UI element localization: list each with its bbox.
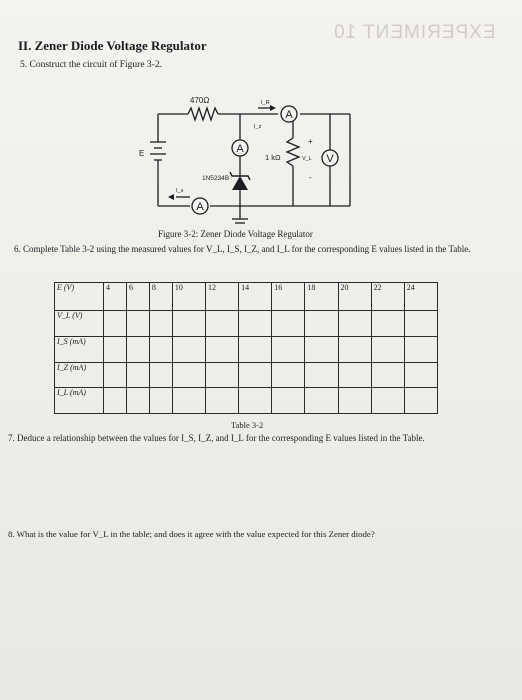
ammeter-bottom-label: A: [196, 201, 204, 213]
empty-cell[interactable]: [371, 311, 404, 337]
empty-cell[interactable]: [305, 388, 338, 414]
e-value-cell: 6: [126, 283, 149, 311]
table-row-vl: [55, 311, 438, 337]
ir-current-label: I_R: [261, 100, 270, 106]
section-title: II. Zener Diode Voltage Regulator: [18, 38, 207, 53]
plus-sign: +: [308, 137, 313, 146]
table-row-is: [55, 337, 438, 363]
empty-cell[interactable]: [305, 337, 338, 363]
table-caption: Table 3-2: [231, 420, 264, 430]
empty-cell[interactable]: [371, 362, 404, 388]
empty-cell[interactable]: [272, 362, 305, 388]
empty-cell[interactable]: [172, 388, 205, 414]
empty-cell[interactable]: [239, 337, 272, 363]
empty-cell[interactable]: [104, 388, 127, 414]
empty-cell[interactable]: [205, 362, 238, 388]
row-label-vl: V_L (V): [55, 311, 104, 337]
figure-caption: Figure 3-2: Zener Diode Voltage Regulator: [158, 229, 313, 239]
empty-cell[interactable]: [104, 362, 127, 388]
empty-cell[interactable]: [338, 337, 371, 363]
voltmeter-label: V: [326, 153, 334, 165]
empty-cell[interactable]: [272, 311, 305, 337]
empty-cell[interactable]: [126, 362, 149, 388]
ammeter-top-label: A: [285, 109, 293, 121]
empty-cell[interactable]: [338, 362, 371, 388]
zener-regulator-circuit: [130, 94, 370, 229]
e-value-cell: 16: [272, 283, 305, 311]
empty-cell[interactable]: [205, 337, 238, 363]
data-table: [54, 282, 438, 414]
empty-cell[interactable]: [272, 388, 305, 414]
e-value-cell: 8: [149, 283, 172, 311]
e-value-cell: 10: [172, 283, 205, 311]
empty-cell[interactable]: [205, 388, 238, 414]
empty-cell[interactable]: [305, 311, 338, 337]
empty-cell[interactable]: [104, 337, 127, 363]
e-value-cell: 20: [338, 283, 371, 311]
empty-cell[interactable]: [126, 388, 149, 414]
empty-cell[interactable]: [272, 337, 305, 363]
empty-cell[interactable]: [239, 388, 272, 414]
empty-cell[interactable]: [404, 337, 437, 363]
empty-cell[interactable]: [104, 311, 127, 337]
table-row-il: [55, 388, 438, 414]
empty-cell[interactable]: [338, 311, 371, 337]
question-6: 6. Complete Table 3-2 using the measured values for V_L, I_S, I_Z, and I_L for the corresponding E values listed in the Table.: [14, 244, 471, 254]
table-row-iz: [55, 362, 438, 388]
empty-cell[interactable]: [239, 362, 272, 388]
e-value-cell: 24: [404, 283, 437, 311]
row-label-is: I_S (mA): [55, 337, 104, 363]
zener-part-number: 1N5234B: [202, 175, 230, 182]
row-label-il: I_L (mA): [55, 388, 104, 414]
iz-current-label: I_z: [254, 124, 262, 130]
empty-cell[interactable]: [404, 388, 437, 414]
empty-cell[interactable]: [172, 311, 205, 337]
empty-cell[interactable]: [239, 311, 272, 337]
row-label-iz: I_Z (mA): [55, 362, 104, 388]
question-7: 7. Deduce a relationship between the values for I_S, I_Z, and I_L for the corresponding E values listed in the Table.: [8, 433, 425, 443]
table-row-e: [55, 283, 438, 311]
e-value-cell: 14: [239, 283, 272, 311]
empty-cell[interactable]: [172, 362, 205, 388]
row-label-e: E (V): [55, 283, 104, 311]
empty-cell[interactable]: [338, 388, 371, 414]
empty-cell[interactable]: [126, 311, 149, 337]
source-label: E: [139, 149, 145, 158]
empty-cell[interactable]: [305, 362, 338, 388]
empty-cell[interactable]: [149, 337, 172, 363]
empty-cell[interactable]: [205, 311, 238, 337]
e-value-cell: 4: [104, 283, 127, 311]
e-value-cell: 22: [371, 283, 404, 311]
empty-cell[interactable]: [149, 311, 172, 337]
empty-cell[interactable]: [126, 337, 149, 363]
question-5: 5. Construct the circuit of Figure 3-2.: [20, 60, 162, 70]
empty-cell[interactable]: [149, 362, 172, 388]
empty-cell[interactable]: [371, 388, 404, 414]
minus-sign: -: [309, 173, 312, 182]
empty-cell[interactable]: [172, 337, 205, 363]
empty-cell[interactable]: [404, 311, 437, 337]
load-resistor-value: 1 kΩ: [265, 153, 281, 162]
empty-cell[interactable]: [371, 337, 404, 363]
series-resistor-value: 470Ω: [190, 96, 210, 105]
question-8: 8. What is the value for V_L in the table; and does it agree with the value expected for this Zener diode?: [8, 529, 375, 539]
bleed-through-text: EXPERIMENT 10: [333, 22, 496, 43]
is-current-label: I_s: [176, 188, 184, 194]
ammeter-zener-label: A: [236, 143, 244, 155]
vl-label: V_L: [302, 156, 312, 162]
e-value-cell: 12: [205, 283, 238, 311]
e-value-cell: 18: [305, 283, 338, 311]
empty-cell[interactable]: [149, 388, 172, 414]
empty-cell[interactable]: [404, 362, 437, 388]
